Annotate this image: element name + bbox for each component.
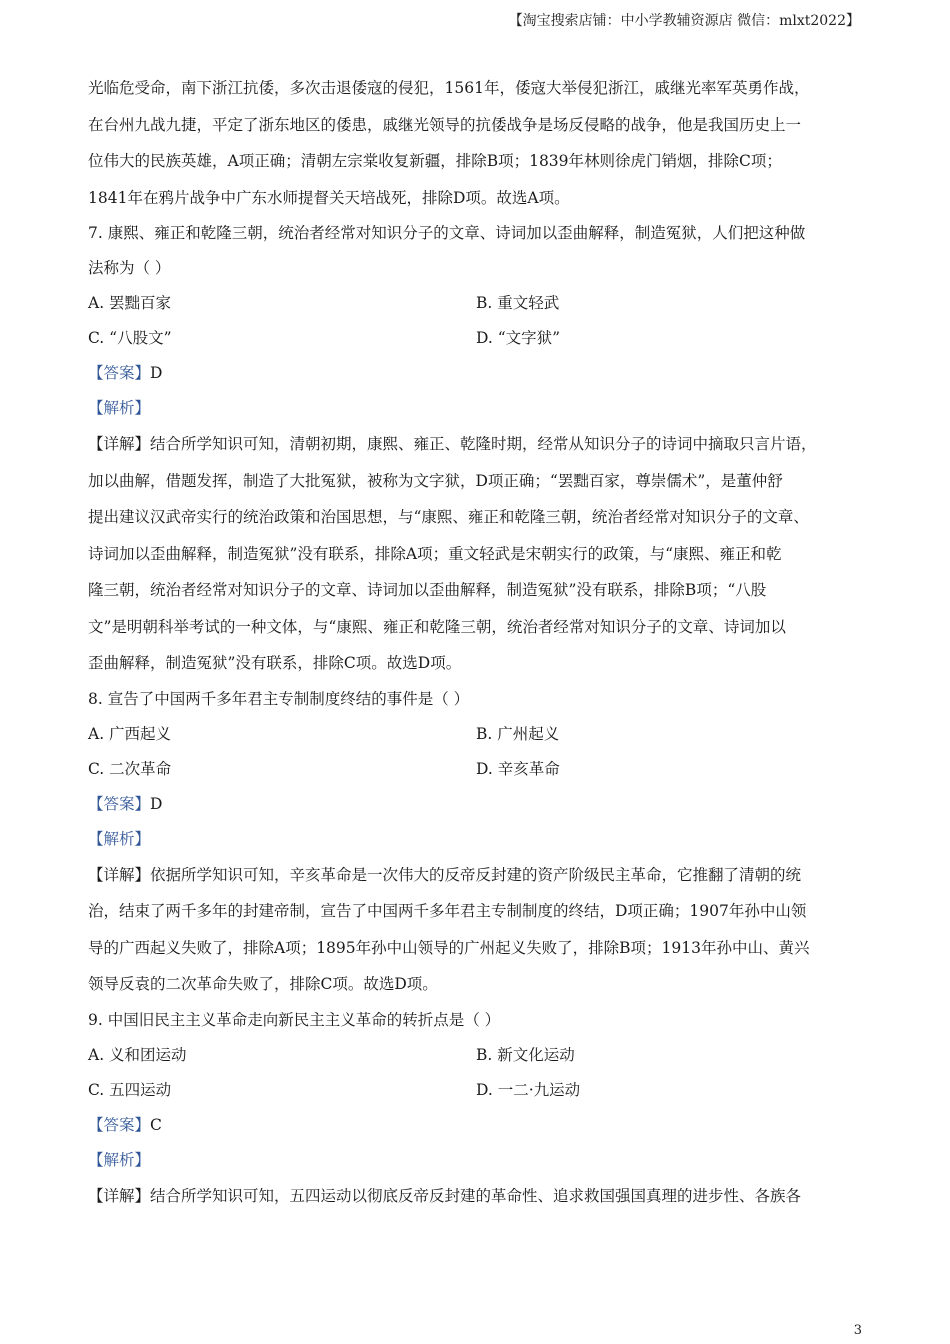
- text-line: 提出建议汉武帝实行的统治政策和治国思想，与“康熙、雍正和乾隆三朝，统治者经常对知识分子的文章、: [88, 508, 809, 526]
- options-row: [88, 717, 868, 752]
- analysis-line: [88, 1143, 868, 1178]
- detail-tag: 【详解】: [88, 435, 151, 453]
- question-stem: 法称为（ ）: [88, 259, 171, 277]
- question-7: [88, 216, 868, 682]
- detail-tag: 【详解】: [88, 1186, 151, 1205]
- answer-line: [88, 787, 868, 822]
- answer-value: C: [150, 1115, 162, 1134]
- option-c: C. 五四运动: [88, 1080, 172, 1099]
- text-line: 在台州九战九捷，平定了浙东地区的倭患，戚继光领导的抗倭战争是场反侵略的战争，他是我国历史上一: [88, 115, 802, 134]
- detail-paragraph: [88, 426, 868, 682]
- detail-text: 结合所学知识可知，清朝初期，康熙、雍正、乾隆时期，经常从知识分子的诗词中摘取只言片语，: [150, 435, 817, 453]
- text-line: 领导反袁的二次革命失败了，排除C项。故选D项。: [88, 975, 438, 993]
- question-stem: 8. 宣告了中国两千多年君主专制制度终结的事件是（ ）: [88, 689, 470, 708]
- question-8: [88, 682, 868, 1003]
- text-line: 隆三朝，统治者经常对知识分子的文章、诗词加以歪曲解释，制造冤狱”没有联系，排除B项；“八股: [88, 581, 767, 599]
- option-d: D. 一二·九运动: [476, 1080, 581, 1099]
- text-line: 治，结束了两千多年的封建帝制，宣告了中国两千多年君主专制制度的终结，D项正确；1907年孙中山领: [88, 902, 807, 920]
- text-line: 1841年在鸦片战争中广东水师提督关天培战死，排除D项。故选A项。: [88, 188, 570, 207]
- text-line: [88, 426, 868, 463]
- options-row: [88, 752, 868, 787]
- question-9: [88, 1003, 868, 1215]
- analysis-tag: 【解析】: [88, 829, 151, 848]
- text-line: 光临危受命，南下浙江抗倭，多次击退倭寇的侵犯，1561年，倭寇大举侵犯浙江，戚继光率军英勇作战，: [88, 79, 810, 97]
- option-b: B. 新文化运动: [476, 1045, 575, 1064]
- text-line: 位伟大的民族英雄，A项正确；清朝左宗棠收复新疆，排除B项；1839年林则徐虎门销烟，排除C项；: [88, 152, 782, 170]
- option-a: A. 广西起义: [88, 724, 172, 743]
- option-b: B. 广州起义: [476, 724, 560, 743]
- option-d: D. 辛亥革命: [476, 759, 560, 778]
- options-row: [88, 286, 868, 321]
- detail-tag: 【详解】: [88, 865, 151, 884]
- question-stem: 7. 康熙、雍正和乾隆三朝，统治者经常对知识分子的文章、诗词加以歪曲解释，制造冤狱，人们把这种做: [88, 224, 806, 242]
- option-b: B. 重文轻武: [476, 294, 560, 312]
- text-line: 导的广西起义失败了，排除A项；1895年孙中山领导的广州起义失败了，排除B项；1913年孙中山、黄兴: [88, 938, 810, 957]
- answer-tag: 【答案】: [88, 1115, 151, 1134]
- options-row: [88, 1073, 868, 1108]
- analysis-tag: 【解析】: [88, 399, 151, 417]
- text-line: 歪曲解释，制造冤狱”没有联系，排除C项。故选D项。: [88, 654, 462, 672]
- detail-text: 结合所学知识可知，五四运动以彻底反帝反封建的革命性、追求救国强国真理的进步性、各族各: [150, 1186, 802, 1205]
- option-d: D. “文字狱”: [476, 329, 561, 347]
- page-number: 3: [853, 1323, 862, 1338]
- detail-paragraph: [88, 1178, 868, 1215]
- answer-line: [88, 356, 868, 391]
- option-c: C. “八股文”: [88, 329, 172, 347]
- text-line: [88, 1178, 868, 1215]
- option-a: A. 义和团运动: [88, 1045, 187, 1064]
- intro-paragraph: [88, 70, 868, 216]
- option-c: C. 二次革命: [88, 759, 172, 778]
- analysis-tag: 【解析】: [88, 1150, 151, 1169]
- options-row: [88, 1038, 868, 1073]
- page-header: 【淘宝搜索店铺：中小学教辅资源店 微信：mlxt2022】: [508, 13, 860, 29]
- option-a: A. 罢黜百家: [88, 294, 172, 312]
- analysis-line: [88, 391, 868, 426]
- options-row: [88, 321, 868, 356]
- answer-line: [88, 1108, 868, 1143]
- text-line: 加以曲解，借题发挥，制造了大批冤狱，被称为文字狱，D项正确；“罢黜百家，尊崇儒术”，是董仲舒: [88, 471, 783, 490]
- text-line: 诗词加以歪曲解释，制造冤狱”没有联系，排除A项；重文轻武是宋朝实行的政策，与“康熙、雍正和乾: [88, 544, 782, 563]
- analysis-line: [88, 822, 868, 857]
- question-stem: 9. 中国旧民主主义革命走向新民主主义革命的转折点是（ ）: [88, 1010, 501, 1029]
- document-body: [88, 70, 868, 1214]
- answer-tag: 【答案】: [88, 364, 151, 382]
- answer-value: D: [150, 794, 163, 813]
- detail-text: 依据所学知识可知，辛亥革命是一次伟大的反帝反封建的资产阶级民主革命，它推翻了清朝的统: [150, 865, 802, 884]
- detail-paragraph: [88, 857, 868, 1003]
- answer-tag: 【答案】: [88, 794, 151, 813]
- text-line: [88, 857, 868, 894]
- answer-value: D: [150, 364, 163, 382]
- text-line: 文”是明朝科举考试的一种文体，与“康熙、雍正和乾隆三朝，统治者经常对知识分子的文章、诗词加以: [88, 617, 786, 636]
